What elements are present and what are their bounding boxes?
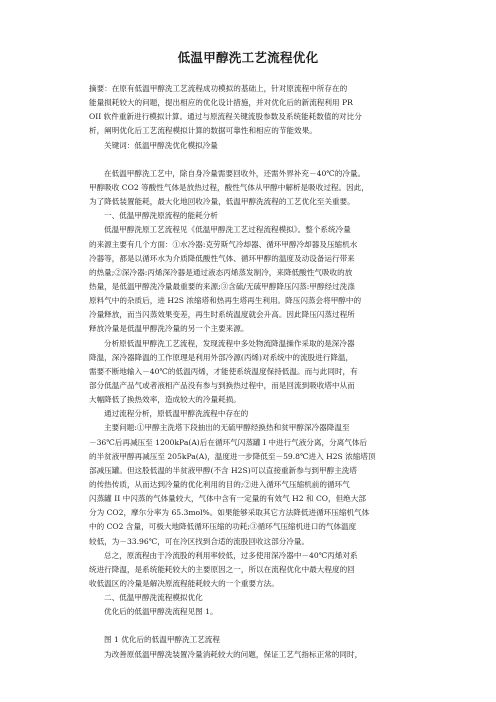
text-line: 需要不断地输入－40℃的低温丙烯，才能使系统温度保持低温。而与此同时，有	[89, 366, 358, 376]
text-line: 大幅降低了换热效率，造成较大的冷量耗损。	[89, 395, 241, 405]
text-line: 的来源主要有几个方面：①水冷器:克劳斯气冷却器、循环甲醇冷却器及压缩机水	[89, 239, 358, 249]
text-line: 分析原低温甲醇洗工艺流程，发现流程中多处物流降温操作采取的是深冷器	[104, 338, 355, 348]
text-line: 二、低温甲醇洗流程模拟优化	[104, 593, 203, 603]
text-line: 部减压罐。但这股低温的半贫液甲醇(不含 H2S)可以直接重新参与到甲醇主洗塔	[89, 465, 357, 475]
text-line: 析，阐明优化后工艺流程模拟计算的数据可靠性和相应的节能效果。	[89, 126, 317, 136]
text-line: 为了降低装置能耗，最大化地回收冷量，低温甲醇洗流程的工艺优化至关重要。	[89, 197, 355, 207]
text-line: 冷量释放，而当闪蒸效果变差，再生时系统温度就会升高。因此降压闪蒸过程所	[89, 310, 355, 320]
text-line: 释放冷量是低温甲醇洗冷量的另一个主要来源。	[89, 324, 249, 334]
text-line: 部分低温产品气或者液相产品没有参与到换热过程中，而是回流到吸收塔中从而	[89, 380, 355, 390]
text-line: 关键词：低温甲醇洗优化模拟冷量	[104, 140, 218, 150]
text-line: －36℃后再减压至 1200kPa(A)后在循环气闪蒸罐 I 中进行气液分离，分离气体后	[89, 437, 368, 447]
text-line: 的传热传质，从而达到冷量的优化利用的目的;②进入循环气压缩机前的循环气	[89, 479, 350, 489]
text-line: 总之，原流程由于冷流股的利用率较低，过多使用深冷器中－40℃丙烯对系	[104, 550, 358, 560]
text-line: 为改善原低温甲醇洗装置冷量消耗较大的问题，保证工艺气指标正常的同时，	[104, 649, 363, 659]
text-line: 摘要：在原有低温甲醇洗工艺流程成功模拟的基础上，针对原流程中所存在的	[89, 84, 348, 93]
text-line: 优化后的低温甲醇洗流程见图 1。	[104, 607, 218, 617]
text-line: 通过流程分析，原低温甲醇洗流程中存在的	[104, 409, 249, 419]
text-line: 能量损耗较大的问题，提出相应的优化设计措施，并对优化后的新流程利用 PR	[89, 98, 353, 108]
text-line: 热量，是低温甲醇洗冷量最重要的来源;③含硫/无硫甲醇降压闪蒸:甲醇经过洗涤	[89, 281, 355, 291]
text-line: 图 1 优化后的低温甲醇洗工艺流程	[104, 635, 220, 645]
text-line: 在低温甲醇洗工艺中，除自身冷量需要回收外，还需外界补充－40℃的冷量。	[104, 168, 366, 178]
text-line	[89, 153, 411, 167]
text-line: 的热量;②深冷器:丙烯深冷器是通过液态丙烯蒸发制冷，来降低酸性气吸收的放	[89, 267, 353, 277]
text-line: 中的 CO2 含量，可极大地降低循环压缩的功耗;③循环气压缩机进口的气体温度	[89, 522, 357, 532]
document-body	[89, 82, 411, 662]
text-line	[89, 619, 411, 633]
text-line: 降温，深冷器降温的工作原理是利用外部冷源(丙烯)对系统中的流股进行降温，	[89, 352, 354, 362]
text-line: OII 软件重新进行模拟计算。通过与原流程关键流股参数及系统能耗数值的对比分	[89, 112, 362, 122]
text-line: 一、低温甲醇洗原流程的能耗分析	[104, 211, 218, 221]
text-line: 甲醇吸收 CO2 等酸性气体是放热过程，酸性气体从甲醇中解析是吸收过程。因此，	[89, 182, 369, 192]
document-title: 低温甲醇洗工艺流程优化	[177, 50, 319, 65]
text-line: 较低，为－33.96℃，可在冷区找到合适的流股回收这部分冷量。	[89, 536, 310, 546]
text-line: 低温甲醇洗原工艺流程见《低温甲醇洗工艺过程流程模拟》。整个系统冷量	[104, 225, 351, 235]
text-line: 闪蒸罐 II 中闪蒸的气体量较大，气体中含有一定量的有效气 H2 和 CO，但绝大部	[89, 494, 366, 504]
text-line: 的半贫液甲醇再减压至 205kPa(A)，温度进一步降低至－59.8℃进入 H2S 浓缩塔顶	[89, 451, 376, 461]
text-line: 收低温区的冷量是解决原流程能耗较大的一个重要方法。	[89, 578, 279, 588]
text-line: 统进行降温，是系统能耗较大的主要原因之一，所以在流程优化中最大程度的回	[89, 564, 355, 574]
text-line: 主要问题:①甲醇主洗塔下段抽出的无硫甲醇经换热和贫甲醇深冷器降温至	[104, 423, 350, 433]
text-line: 分为 CO2，摩尔分率为 65.3mol%。如果能够采取其它方法降低进循环压缩机气体	[89, 508, 370, 518]
text-line: 冷器等，都是以循环水为介质降低酸性气体、循环甲醇的温度及动设备运行带来	[89, 253, 355, 263]
text-line: 原料气中的杂质后，进 H2S 浓缩塔和热再生塔再生利用。降压闪蒸会将甲醇中的	[89, 296, 362, 306]
